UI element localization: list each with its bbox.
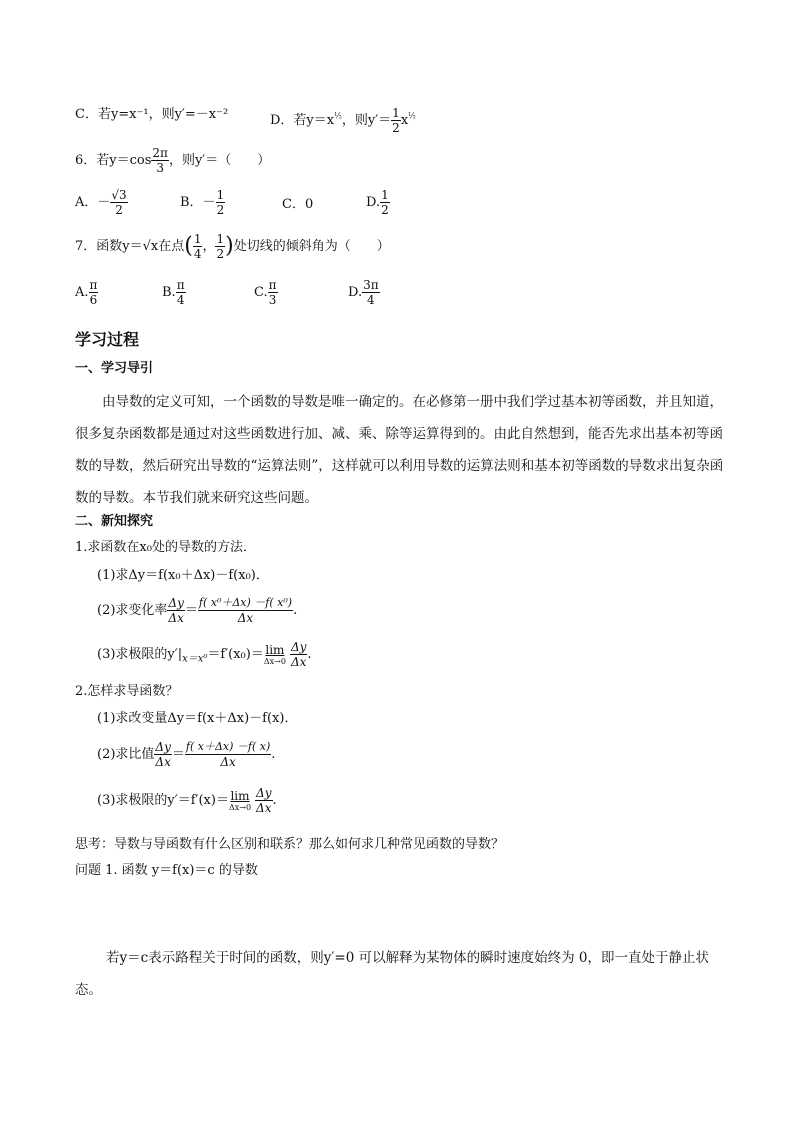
item1-title: 1.求函数在x₀处的导数的方法．	[75, 540, 256, 555]
think-question: 思考：导数与导函数有什么区别和联系？那么如何求几种常见函数的导数？	[75, 837, 505, 852]
option-6c: C．0	[282, 197, 314, 212]
option-7b: B. $\frac{\pi}{4}$	[162, 278, 185, 307]
item1-step1: (1)求Δy＝f(x₀＋Δx)－f(x₀)．	[97, 568, 269, 583]
item1-step2: (2)求变化率 $\frac{\Delta y}{\Delta x}$ ＝ $\frac{\text{f( x⁰＋Δx) －f( x⁰)}}{\Delta x}$ .	[97, 596, 298, 625]
subheading-explore: 二、新知探究	[75, 514, 154, 529]
item2-step3: (3)求极限的y′＝f′(x)＝ lim Δx→0 $\frac{\Delta y}{\Delta x}$ .	[97, 786, 277, 815]
option-5d: D．若$y=x^{\frac{1}{2}}$，则y′＝ $\frac{1}{2}$ $x^{\frac{1}{2}}$	[270, 106, 416, 135]
option-7a: A. $\frac{\pi}{6}$	[75, 278, 98, 307]
option-7d: D. $\frac{3\pi}{4}$	[348, 278, 379, 307]
closing-paragraph: 若y＝c表示路程关于时间的函数，则y′=0 可以解释为某物体的瞬时速度始终为 0，即一直处于静止状态。	[75, 950, 709, 998]
question-6: 6．若y＝cos $\frac{2\pi}{3}$ ，则y′＝（ ）	[75, 146, 271, 175]
option-6d: D. $\frac{1}{2}$	[366, 188, 389, 217]
option-5c: C．若y=x⁻¹，则y′=－x⁻²	[75, 107, 229, 122]
question-7: 7．函数y＝√x在点( $\frac{1}{4}$ ， $\frac{1}{2}$ )处切线的倾斜角为（ ）	[75, 232, 390, 261]
item1-step3: (3)求极限的$y'|_{x=x^0}=f'(x_0)=$ lim Δx→0 $\frac{\Delta y}{\Delta x}$ .	[97, 640, 312, 669]
item2-step2: (2)求比值 $\frac{\Delta y}{\Delta x}$ ＝ $\frac{f( x+\Delta x) -f( x)}{\Delta x}$ .	[97, 740, 276, 769]
problem-1: 问题 1. 函数 y＝f(x)＝c 的导数	[75, 863, 258, 878]
item2-step1: (1)求改变量Δy＝f(x＋Δx)－f(x)．	[97, 711, 298, 726]
item2-title: 2.怎样求导函数？	[75, 684, 179, 699]
option-6b: B．－ $\frac{1}{2}$	[180, 188, 225, 217]
intro-paragraph: 由导数的定义可知，一个函数的导数是唯一确定的。在必修第一册中我们学过基本初等函数，并且知道，很多复杂函数都是通过对这些函数进行加、减、乘、除等运算得到的。由此自然想到，能否先求出基本初等函数的导数，然后研究出导数的“运算法则”，这样就可以利用导数的运算法则和基本初等函数的导数求出复杂函数的导数。本节我们就来研究这些问题。	[75, 394, 724, 506]
option-6a: A．－ $\frac{√3}{2}$	[75, 188, 127, 217]
section-title: 学习过程	[75, 330, 140, 349]
subheading-guide: 一、学习导引	[75, 361, 154, 376]
option-7c: C. $\frac{\pi}{3}$	[254, 278, 277, 307]
